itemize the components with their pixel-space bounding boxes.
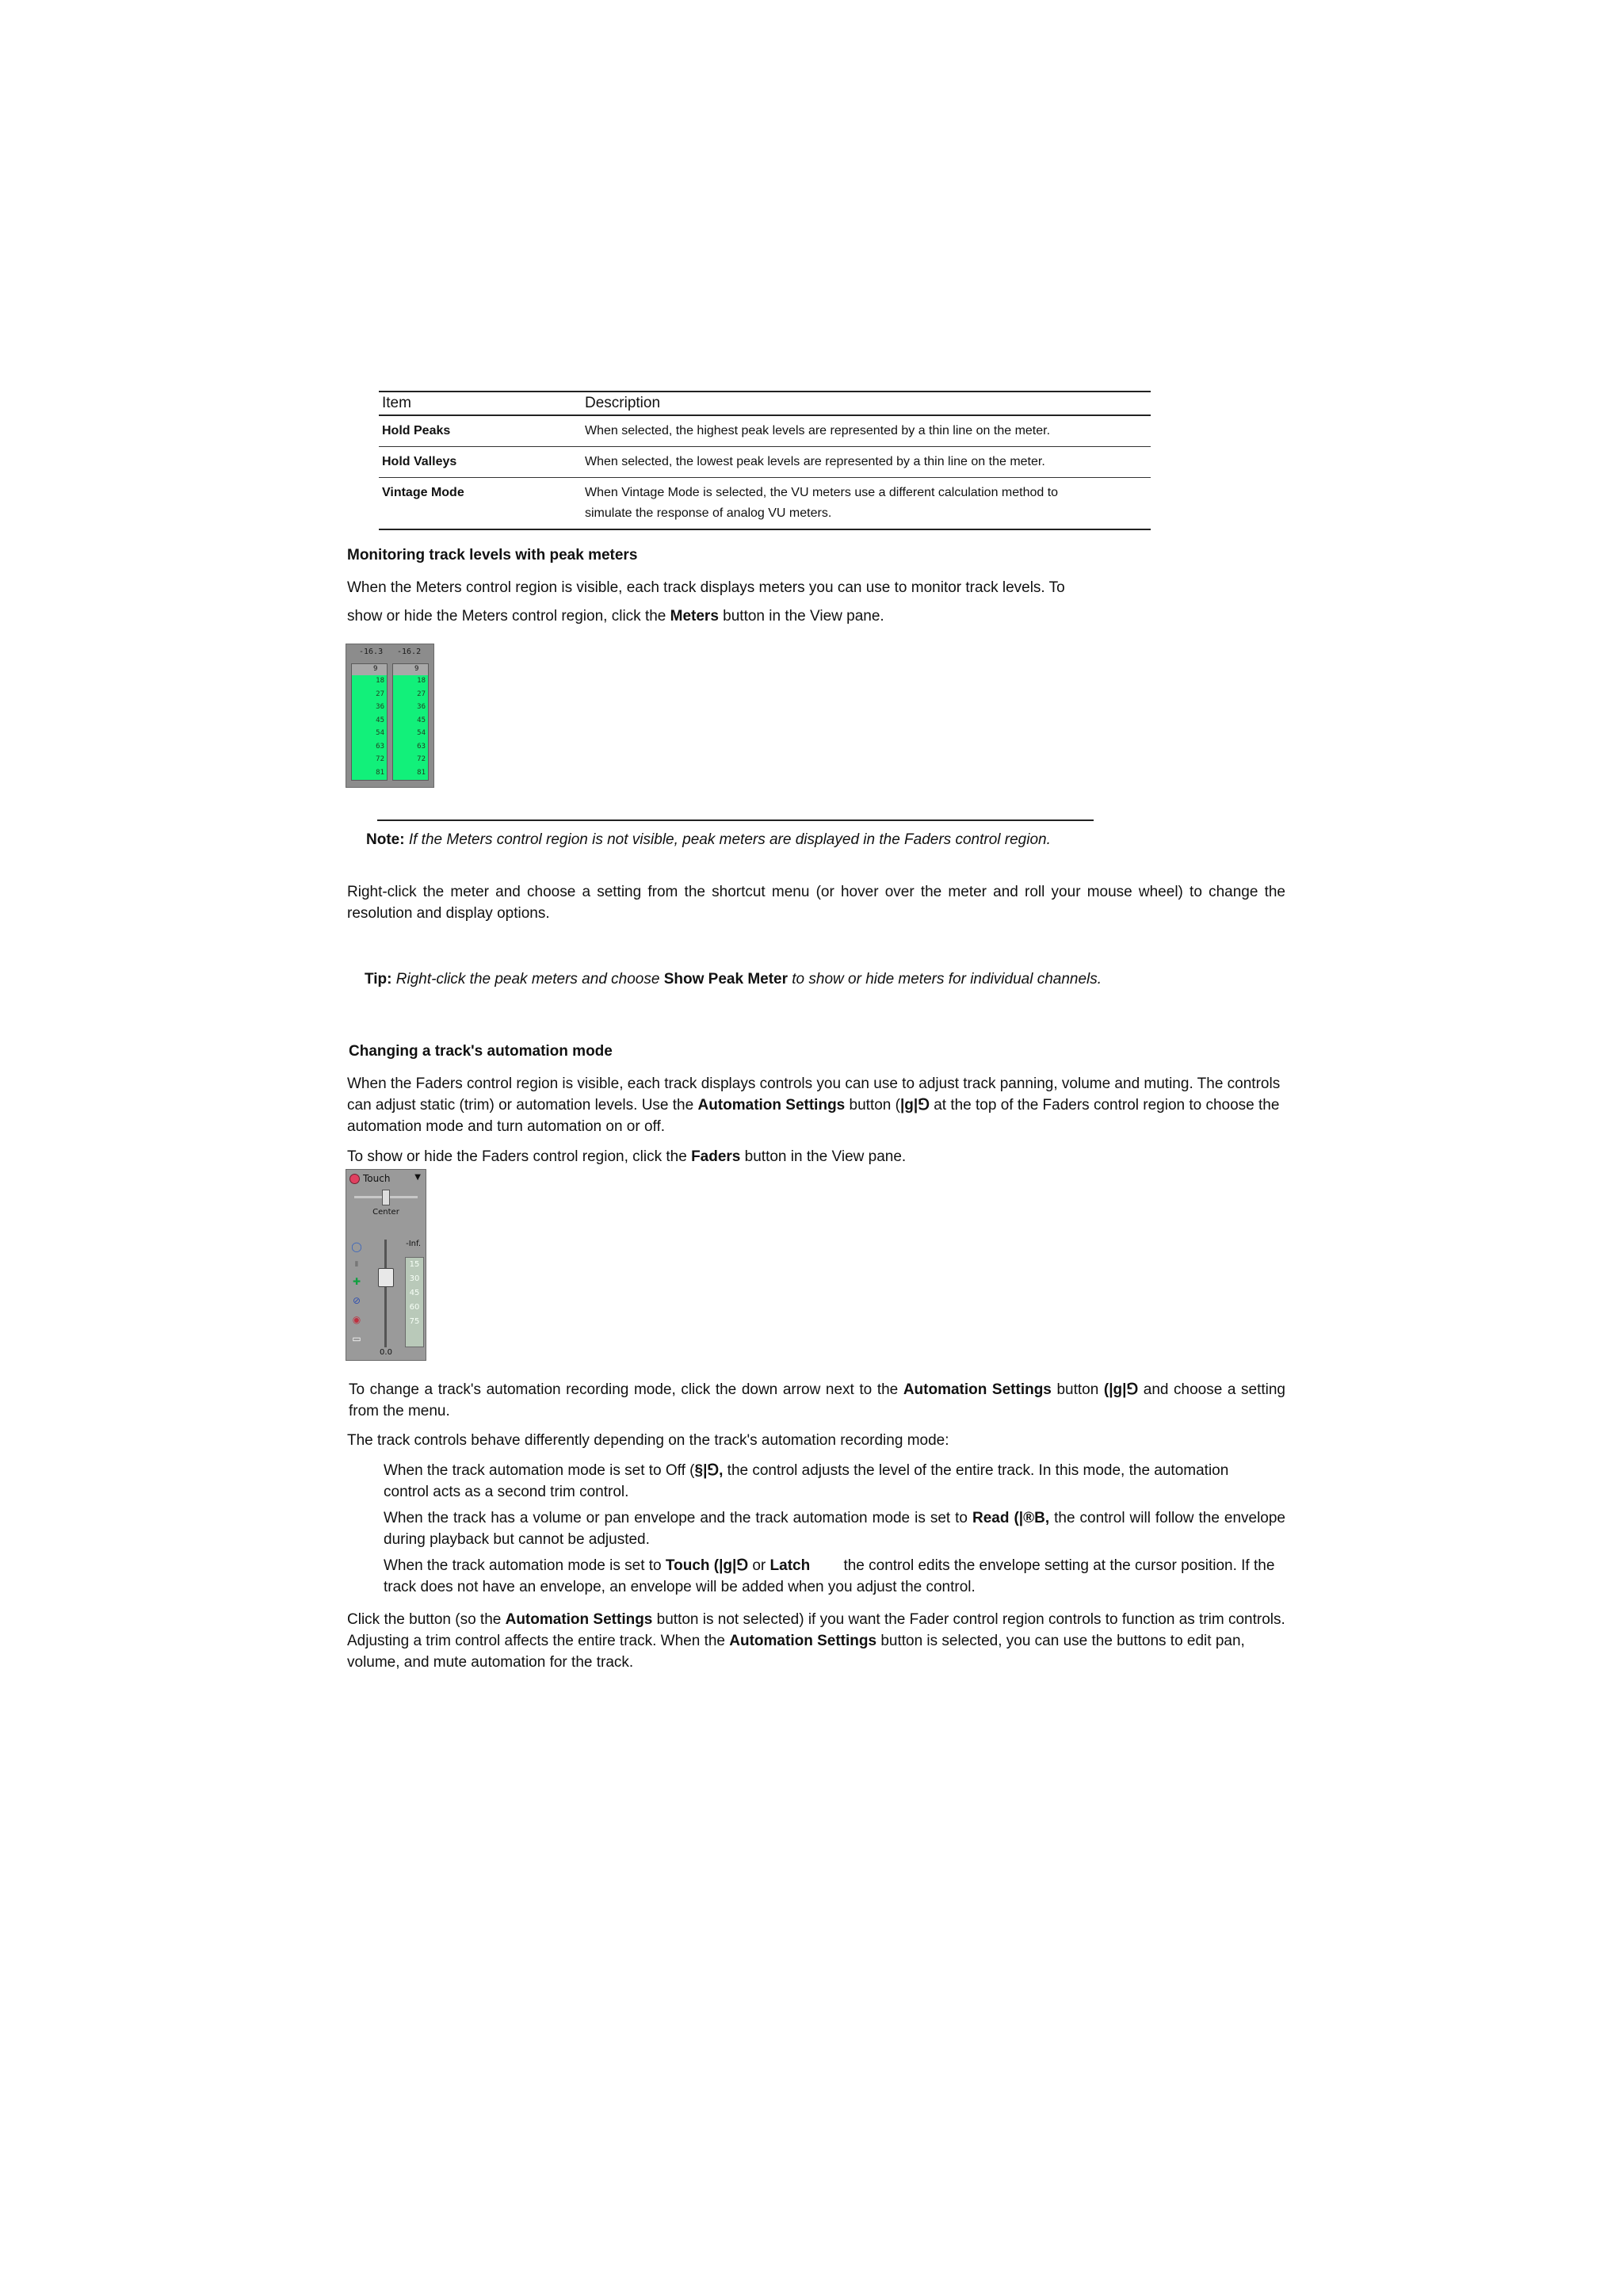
- scale-tick: 36: [417, 703, 426, 711]
- meter-left-scale: [372, 674, 384, 779]
- record-icon: ◉: [352, 1314, 361, 1325]
- row-item: Hold Peaks: [382, 424, 451, 437]
- fader-level-readout: 0.0: [380, 1348, 392, 1357]
- text-run: the control edits the envelope setting at the cursor position. If the track does not have an envelope, an envelope will be added when you adjust the control.: [384, 1557, 1279, 1595]
- text-run: When the track has a volume or pan envelope and the track automation mode is set to: [384, 1510, 972, 1526]
- text-run: button (: [845, 1097, 900, 1114]
- meter-cap-mark: 9: [373, 665, 378, 673]
- row-description: When selected, the lowest peak levels are represented by a thin line on the meter.: [585, 455, 1045, 468]
- section3-paragraph1: [349, 1379, 1285, 1422]
- table-header-row: [379, 392, 1151, 416]
- row-item: Hold Valleys: [382, 455, 457, 468]
- read-mode-glyph: (|®B,: [1009, 1510, 1050, 1526]
- text-run: When the Faders control region is visible, each track displays controls you can use to adjust track panning, volume and muting. The controls can adjust static (trim) or automation levels. Use the: [347, 1075, 1281, 1114]
- automation-settings-glyph: (|g|⅁: [1103, 1381, 1139, 1398]
- automation-settings-glyph: |g|⅁: [899, 1097, 930, 1114]
- text-run: To change a track's automation recording mode, click the down arrow next to the: [349, 1381, 903, 1398]
- volume-inf-label: -Inf.: [406, 1240, 421, 1248]
- meter-peak-cap: [352, 664, 387, 675]
- text-run: When the track automation mode is set to: [384, 1557, 666, 1574]
- automation-settings-name: Automation Settings: [903, 1381, 1052, 1398]
- scale-tick: 15: [409, 1260, 420, 1269]
- scale-tick: 60: [409, 1303, 420, 1312]
- scale-tick: 75: [409, 1317, 420, 1326]
- off-mode-glyph: §|⅁,: [694, 1462, 724, 1479]
- section2-paragraph2: [347, 1146, 1290, 1167]
- scale-tick: 54: [417, 729, 426, 737]
- meter-peak-cap: [393, 664, 428, 675]
- section1-line2: [347, 606, 1298, 627]
- automation-mode-selector: [349, 1173, 422, 1187]
- tip-bold-text: Show Peak Meter: [663, 971, 788, 988]
- touch-mode-name: Touch: [665, 1557, 710, 1574]
- header-description: Description: [585, 395, 661, 411]
- text-run: the control adjusts the level of the entire track. In this mode, the automation control acts as a second trim control.: [384, 1462, 1229, 1500]
- bullet-touch-latch-mode: [384, 1555, 1285, 1598]
- table-row: [379, 447, 1151, 478]
- scale-tick: 27: [376, 690, 384, 698]
- text-run: To show or hide the Faders control region, click the: [347, 1148, 692, 1165]
- tip-label: Tip:: [365, 971, 392, 988]
- text-run: button in the View pane.: [718, 608, 884, 625]
- row-description: [585, 483, 1151, 524]
- scale-tick: 72: [376, 755, 384, 763]
- text-run: or: [748, 1557, 770, 1574]
- section2-paragraph1: [347, 1073, 1290, 1137]
- automation-mode-label: Touch: [363, 1173, 391, 1184]
- scale-tick: 72: [417, 755, 426, 763]
- row-description-line: simulate the response of analog VU meters.: [585, 506, 832, 520]
- pan-label: Center: [372, 1208, 399, 1217]
- scale-tick: 63: [376, 742, 384, 751]
- scale-tick: 81: [376, 768, 384, 777]
- scale-tick: 45: [409, 1289, 420, 1297]
- text-run: the control will follow the envelope during playback but cannot be adjusted.: [384, 1510, 1286, 1548]
- pan-slider-handle: [382, 1190, 390, 1205]
- automation-settings-name: Automation Settings: [729, 1633, 877, 1649]
- scale-tick: 18: [376, 677, 384, 685]
- text-run: button in the View pane.: [740, 1148, 907, 1165]
- volume-fader-knob: [378, 1268, 394, 1287]
- scale-tick: 54: [376, 729, 384, 737]
- meters-button-name: Meters: [670, 608, 719, 625]
- phase-icon: ◯: [351, 1241, 362, 1252]
- tip-text: Right-click the peak meters and choose: [395, 971, 664, 988]
- section-heading-peak-meters: Monitoring track levels with peak meters: [347, 547, 638, 563]
- mute-icon: ⊘: [352, 1295, 361, 1306]
- table-row: [379, 478, 1151, 530]
- text-run: Click the button (so the: [347, 1611, 506, 1628]
- touch-mode-glyph: (|g|⅁: [713, 1557, 749, 1574]
- header-item: Item: [382, 395, 411, 411]
- scale-tick: 81: [417, 768, 426, 777]
- note-divider: [377, 819, 1094, 821]
- scale-tick: 45: [417, 716, 426, 724]
- bullet-read-mode: [384, 1507, 1285, 1550]
- pan-icon: ✚: [352, 1276, 361, 1287]
- meter-left-value: -16.3: [359, 648, 384, 656]
- faders-button-name: Faders: [691, 1148, 741, 1165]
- latch-mode-name: Latch: [769, 1557, 811, 1574]
- automation-settings-name: Automation Settings: [505, 1611, 653, 1628]
- text-run: and choose a setting from the menu.: [349, 1381, 1285, 1419]
- text-run: show or hide the Meters control region, click the: [347, 608, 670, 625]
- slider-icon: ▮: [354, 1260, 359, 1268]
- automation-record-icon: [349, 1174, 360, 1184]
- meter-readout: [346, 644, 433, 662]
- fader-meter-scale: [405, 1257, 424, 1347]
- section-heading-automation-mode: Changing a track's automation mode: [349, 1043, 613, 1060]
- row-item: Vintage Mode: [382, 486, 464, 499]
- meter-right-scale: [413, 674, 426, 779]
- meter-right-value: -16.2: [397, 648, 422, 656]
- note-text: If the Meters control region is not visible, peak meters are displayed in the Faders control region.: [408, 831, 1051, 848]
- scale-tick: 36: [376, 703, 384, 711]
- section3-paragraph3: [347, 1609, 1287, 1673]
- properties-table: [379, 391, 1151, 530]
- note: [366, 829, 1051, 850]
- rightclick-paragraph: Right-click the meter and choose a setting from the shortcut menu (or hover over the meter and roll your mouse wheel) to change the resolution and display options.: [347, 884, 1285, 922]
- scale-tick: 27: [417, 690, 426, 698]
- scale-tick: 63: [417, 742, 426, 751]
- row-description-line: When Vintage Mode is selected, the VU meters use a different calculation method to: [585, 486, 1059, 499]
- text-run: When the track automation mode is set to Off (: [384, 1462, 695, 1479]
- peak-meter-image: [346, 644, 434, 788]
- text-run: at the top of the Faders control region to choose the automation mode and turn automation on or off.: [347, 1097, 1280, 1135]
- table-row: [379, 416, 1151, 447]
- text-run: button is selected, you can use the buttons to edit pan, volume, and mute automation for the track.: [347, 1633, 1245, 1671]
- read-mode-name: Read: [972, 1510, 1010, 1526]
- tip-text: to show or hide meters for individual channels.: [788, 971, 1102, 988]
- text-run: button: [1051, 1381, 1104, 1398]
- scale-tick: 18: [417, 677, 426, 685]
- section1-line1: When the Meters control region is visible, each track displays meters you can use to monitor track levels. To: [347, 579, 1065, 596]
- chevron-down-icon: ▼: [414, 1173, 421, 1182]
- note-label: Note:: [366, 831, 405, 848]
- scale-tick: 45: [376, 716, 384, 724]
- tip: [365, 968, 1102, 990]
- section3-paragraph2: The track controls behave differently depending on the track's automation recording mode:: [347, 1432, 949, 1449]
- bullet-off-mode: [384, 1460, 1255, 1503]
- solo-icon: ▭: [352, 1333, 361, 1344]
- meter-cap-mark: 9: [414, 665, 419, 673]
- text-run: button is not selected) if you want the Fader control region controls to function as trim controls. Adjusting a trim control affects the entire track. When the: [347, 1611, 1285, 1649]
- automation-settings-name: Automation Settings: [697, 1097, 846, 1114]
- fader-control-image: [346, 1169, 426, 1361]
- row-description: When selected, the highest peak levels are represented by a thin line on the meter.: [585, 424, 1051, 437]
- scale-tick: 30: [409, 1274, 420, 1283]
- volume-fader-track: [384, 1240, 387, 1347]
